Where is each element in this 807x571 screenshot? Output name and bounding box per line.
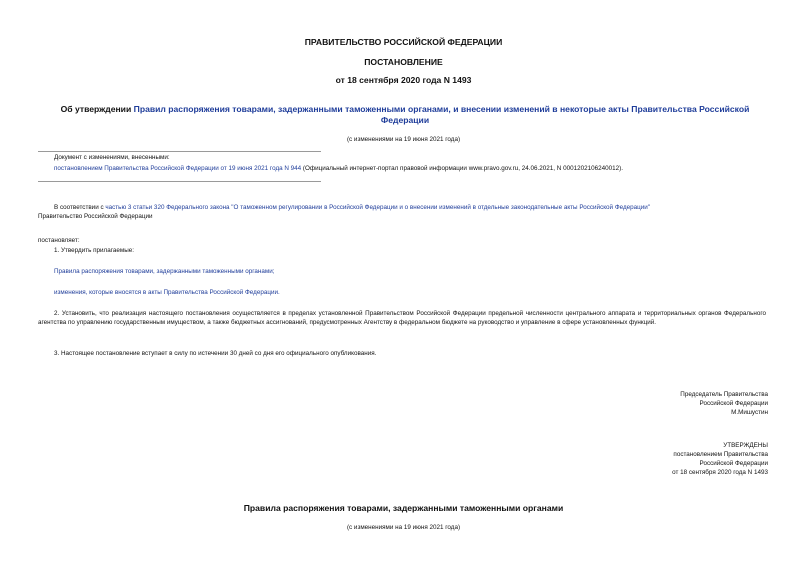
changes-box-top-rule	[38, 151, 321, 152]
intro-government: Правительство Российской Федерации	[38, 213, 153, 220]
document-title	[52, 104, 758, 126]
signature-country: Российской Федерации	[699, 400, 768, 407]
rules-section-note: (с изменениями на 19 июня 2021 года)	[346, 524, 461, 531]
item-2: 2. Установить, что реализация настоящего постановления осуществляется в пределах установленной Правительством Российской Федерации предельной численности центрального аппарата и территориальных органов Федерального агентства по управлению государственным имуществом, а также бюджетных ассигнований, предусмотренных Агентству в федеральном бюджете на руководство и управление в сфере установленных функций.	[38, 310, 766, 326]
title-prefix: Об утверждении	[60, 104, 132, 114]
item-3: 3. Настоящее постановление вступает в силу по истечении 30 дней со дня его официального опубликования.	[54, 350, 377, 357]
changes-box-heading: Документ с изменениями, внесенными:	[54, 154, 170, 161]
amending-decree-link[interactable]: постановлением Правительства Российской Федерации от 19 июня 2021 года N 944	[54, 165, 302, 172]
approval-line-4: от 18 сентября 2020 года N 1493	[672, 469, 768, 476]
approval-line-2: постановлением Правительства	[673, 451, 768, 458]
amendment-note: (с изменениями на 19 июня 2021 года)	[346, 136, 461, 143]
intro-line	[38, 203, 766, 212]
signature-position: Председатель Правительства	[680, 391, 768, 398]
signature-block	[500, 390, 768, 417]
rules-section-title: Правила распоряжения товарами, задержанными таможенными органами	[243, 503, 564, 513]
changes-box-reference	[54, 164, 754, 173]
title-link[interactable]: Правил распоряжения товарами, задержанными таможенными органами, и внесении изменений в некоторые акты Правительства Российской Федерации	[133, 104, 750, 125]
changes-box-bottom-rule	[38, 181, 321, 182]
approval-line-3: Российской Федерации	[699, 460, 768, 467]
approval-block	[500, 441, 768, 477]
intro-prefix: В соответствии с	[54, 204, 106, 211]
date-number-heading: от 18 сентября 2020 года N 1493	[335, 75, 472, 85]
item-1: 1. Утвердить прилагаемые:	[54, 247, 134, 254]
amendments-link[interactable]: изменения, которые вносятся в акты Правительства Российской Федерации.	[54, 289, 280, 296]
changes-box-source: (Официальный интернет-портал правовой информации www.pravo.gov.ru, 24.06.2021, N 0001202106240012).	[301, 165, 623, 172]
rules-link[interactable]: Правила распоряжения товарами, задержанными таможенными органами;	[54, 268, 275, 275]
document-type-heading: ПОСТАНОВЛЕНИЕ	[364, 57, 443, 67]
approval-heading: УТВЕРЖДЕНЫ	[723, 442, 768, 449]
federal-law-link[interactable]: частью 3 статьи 320 Федерального закона "О таможенном регулировании в Российской Федерации и о внесении изменений в отдельные законодательные акты Российской Федерации"	[105, 204, 651, 211]
decides-text: постановляет:	[38, 237, 80, 244]
signature-name: М.Мишустин	[731, 409, 768, 416]
government-heading: ПРАВИТЕЛЬСТВО РОССИЙСКОЙ ФЕДЕРАЦИИ	[304, 37, 503, 47]
intro-paragraph	[38, 203, 766, 221]
